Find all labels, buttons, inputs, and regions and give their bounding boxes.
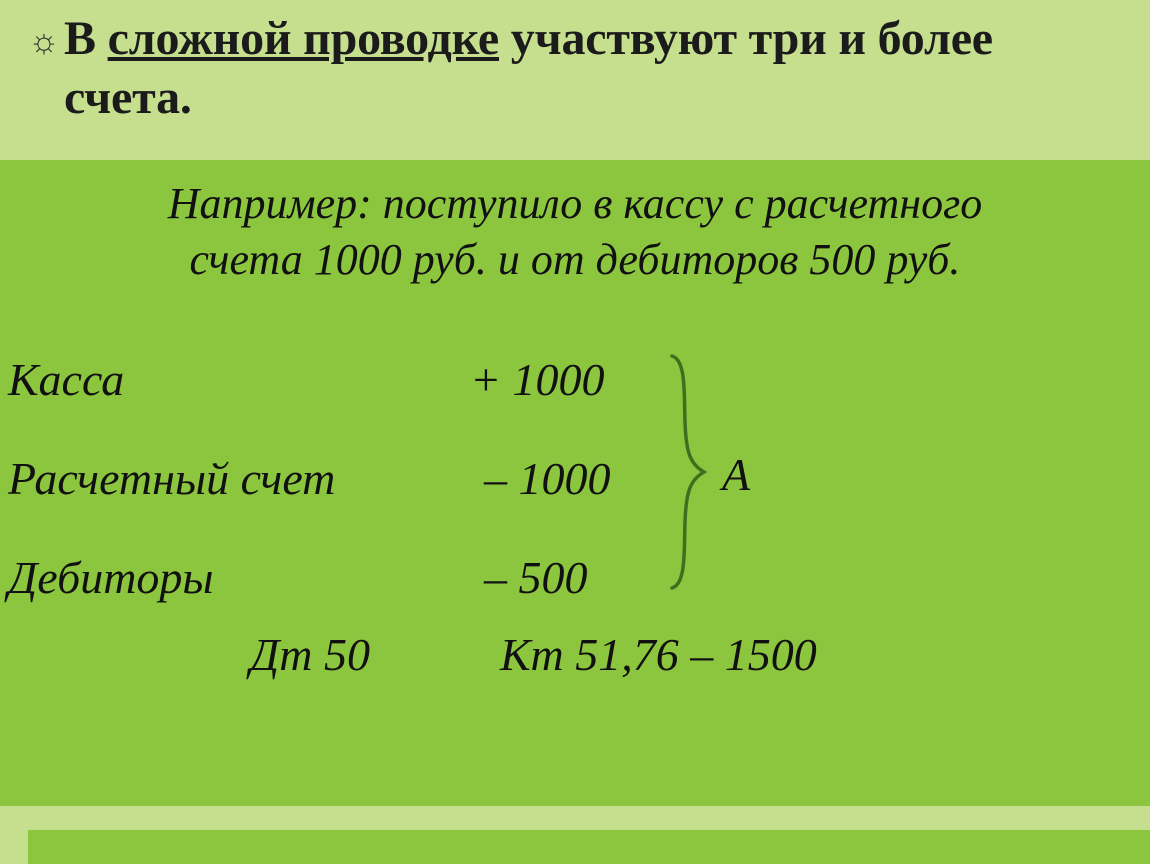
sun-bullet-icon: ☼ [28, 23, 60, 60]
entries-list [0, 330, 1150, 627]
title-row [24, 10, 1124, 127]
bottom-band-secondary [0, 830, 1150, 864]
example-line-2: счета 1000 руб. и от дебиторов 500 руб. [189, 235, 961, 285]
example-paragraph [20, 176, 1130, 289]
list-item [0, 528, 1150, 627]
bottom-band [0, 806, 1150, 830]
list-item [0, 330, 1150, 429]
entry-name: Расчетный счет [8, 453, 336, 504]
title-part-2: участвуют три и более счета. [64, 12, 993, 124]
posting-debit: Дт 50 [250, 629, 370, 680]
title-part-1: В [64, 12, 108, 65]
entry-amount: – 500 [484, 552, 588, 603]
entry-name: Касса [8, 354, 125, 405]
posting-credit: Кт 51,76 – 1500 [500, 629, 817, 680]
page-title [64, 10, 1124, 127]
bottom-accent-block [0, 830, 28, 864]
list-item [0, 429, 1150, 528]
entry-amount: – 1000 [484, 453, 611, 504]
entry-amount: + 1000 [470, 354, 605, 405]
title-part-underlined: сложной проводке [107, 12, 499, 65]
curly-brace-icon [660, 352, 720, 592]
example-line-1: Например: поступило в кассу с расчетного [167, 179, 983, 228]
entry-name: Дебиторы [8, 552, 214, 603]
brace-label: А [722, 449, 751, 500]
example-band [0, 168, 1150, 316]
